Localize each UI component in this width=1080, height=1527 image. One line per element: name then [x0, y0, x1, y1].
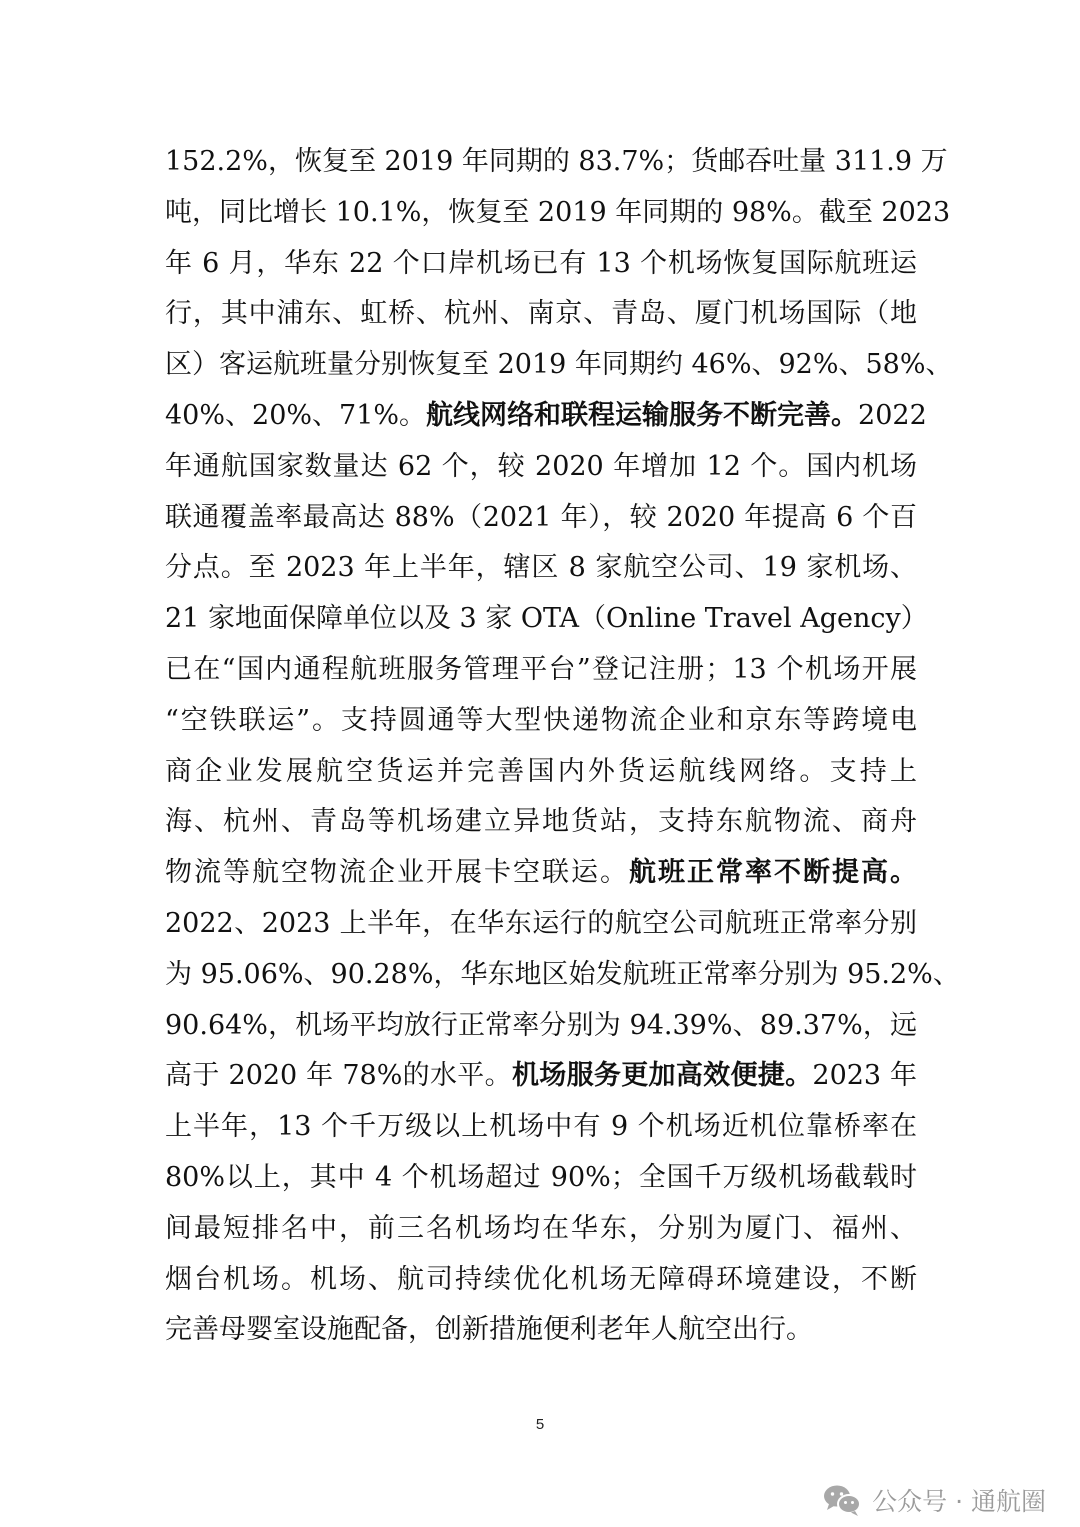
text-segment: 40%、20%、71%。	[165, 399, 427, 431]
text-line	[165, 797, 917, 848]
text-line	[165, 188, 951, 239]
text-segment: 2022	[858, 399, 927, 431]
text-segment: 152.2%，恢复至 2019 年同期的 83.7%；货邮吞吐量 311.9 万	[165, 146, 948, 177]
text-line	[165, 543, 917, 594]
text-segment: 间最短排名中，前三名机场均在华东，分别为厦门、福州、	[165, 1212, 917, 1244]
bold-heading-phrase: 机场服务更加高效便捷。	[511, 1060, 813, 1092]
wechat-icon	[822, 1483, 862, 1517]
bold-heading-phrase: 航线网络和联程运输服务不断完善。	[426, 399, 859, 431]
text-segment: 联通覆盖率最高达 88%（2021 年），较 2020 年提高 6 个百	[165, 501, 917, 533]
text-line	[165, 493, 917, 544]
text-segment: 高于 2020 年 78%的水平。	[165, 1060, 512, 1092]
text-segment: 分点。至 2023 年上半年，辖区 8 家航空公司、19 家机场、	[165, 552, 917, 584]
text-segment: 已在“国内通程航班服务管理平台”登记注册；13 个机场开展	[165, 653, 917, 685]
text-segment: 海、杭州、青岛等机场建立异地货站，支持东航物流、商舟	[165, 806, 917, 838]
text-segment: 完善母婴室设施配备，创新措施便利老年人航空出行。	[165, 1314, 813, 1346]
text-line	[165, 848, 917, 899]
text-segment: 年通航国家数量达 62 个，较 2020 年增加 12 个。国内机场	[165, 450, 917, 482]
text-line	[165, 1051, 917, 1102]
text-line	[165, 289, 917, 340]
text-segment: 区）客运航班量分别恢复至 2019 年同期约 46%、92%、58%、	[165, 349, 953, 381]
text-line	[165, 1255, 917, 1306]
text-segment: 吨，同比增长 10.1%，恢复至 2019 年同期的 98%。截至 2023	[165, 196, 951, 228]
text-line	[165, 1153, 917, 1204]
text-line	[165, 747, 917, 798]
text-segment: 为 95.06%、90.28%，华东地区始发航班正常率分别为 95.2%、	[165, 958, 960, 990]
text-segment: 21 家地面保障单位以及 3 家 OTA（Online Travel Agency）	[165, 603, 928, 635]
text-line	[165, 899, 917, 950]
text-line	[165, 594, 928, 645]
text-segment: 物流等航空物流企业开展卡空联运。	[165, 857, 629, 889]
text-segment: “空铁联运”。支持圆通等大型快递物流企业和京东等跨境电	[165, 704, 917, 736]
text-line	[165, 696, 917, 747]
body-text	[165, 137, 960, 1356]
bold-heading-phrase: 航班正常率不断提高。	[629, 857, 917, 889]
text-line	[165, 950, 960, 1001]
text-segment: 90.64%，机场平均放行正常率分别为 94.39%、89.37%，远	[165, 1009, 917, 1041]
text-line	[165, 1001, 917, 1052]
text-line	[165, 340, 953, 391]
text-segment: 2023 年	[812, 1060, 917, 1092]
text-line	[165, 1204, 917, 1255]
text-segment: 年 6 月，华东 22 个口岸机场已有 13 个机场恢复国际航班运	[165, 247, 917, 279]
text-segment: 2022、2023 上半年，在华东运行的航空公司航班正常率分别	[165, 907, 917, 939]
text-line	[165, 239, 917, 290]
text-segment: 80%以上，其中 4 个机场超过 90%；全国千万级机场截载时	[165, 1161, 917, 1193]
text-line	[165, 1305, 917, 1356]
text-segment: 商企业发展航空货运并完善国内外货运航线网络。支持上	[165, 755, 917, 787]
text-line	[165, 442, 917, 493]
text-line	[165, 645, 917, 696]
text-line	[165, 1102, 917, 1153]
text-segment: 烟台机场。机场、航司持续优化机场无障碍环境建设，不断	[165, 1263, 917, 1295]
text-segment: 行，其中浦东、虹桥、杭州、南京、青岛、厦门机场国际（地	[165, 298, 917, 330]
watermark	[822, 1478, 1046, 1522]
page-number: 5	[535, 1416, 545, 1433]
text-line	[165, 391, 927, 442]
text-segment: 上半年，13 个千万级以上机场中有 9 个机场近机位靠桥率在	[165, 1111, 917, 1143]
watermark-text: 公众号 · 通航圈	[872, 1487, 1046, 1516]
text-line	[165, 137, 948, 188]
